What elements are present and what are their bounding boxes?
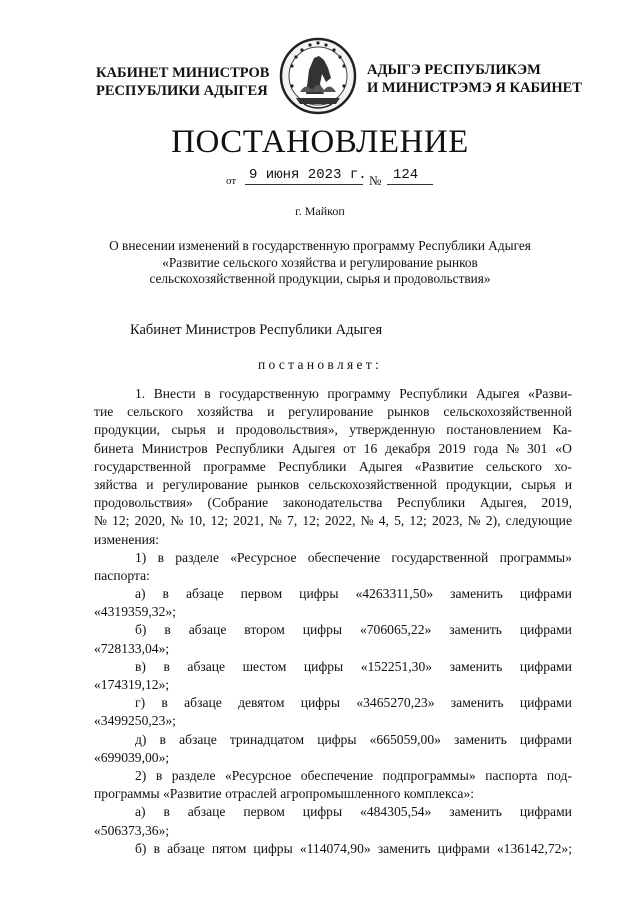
body-word: д): [135, 731, 147, 747]
header-left-line-2: РЕСПУБЛИКИ АДЫГЕЯ: [96, 83, 268, 99]
decree-word: постановляет:: [257, 357, 383, 372]
body-word: а): [135, 804, 146, 820]
document-subject: О внесении изменений в государственную программу Республики Адыгея «Развитие сельского хозяйства и регулирование рынков сельскохозяйственной продукции, сырья и продовольствия»: [109, 238, 531, 286]
body-word: регулирование: [288, 404, 374, 420]
body-word: в: [163, 804, 170, 820]
body-word: «706065,22»: [359, 622, 432, 638]
body-word: продовольствия»: [94, 495, 193, 511]
body-word: Республики: [399, 386, 468, 401]
body-word: паспорта: [485, 767, 538, 783]
body-word: Республики: [215, 440, 284, 456]
body-word: в): [135, 658, 146, 674]
body-word: цифры: [299, 586, 339, 602]
body-line: [94, 840, 572, 858]
body-word: в: [155, 767, 163, 783]
body-line: [94, 803, 572, 821]
body-word: 1.: [135, 386, 146, 401]
body-word: 1): [135, 549, 147, 565]
body-word: и: [146, 476, 154, 492]
body-word: следующие: [505, 513, 572, 529]
number-underline: [387, 184, 433, 185]
body-word: №: [268, 513, 282, 529]
body-word: 12;: [210, 513, 229, 529]
body-line: «4319359,32»;: [94, 604, 176, 620]
body-word: заменить: [377, 840, 431, 856]
body-word: государственную: [219, 386, 319, 401]
body-word: №: [94, 513, 107, 529]
body-word: в: [204, 386, 211, 401]
header-left: [96, 64, 269, 100]
body-word: рынков: [387, 404, 430, 420]
body-word: разделе: [175, 549, 219, 565]
body-word: 2020,: [134, 513, 166, 529]
body-word: регулирование: [162, 476, 248, 492]
body-word: 2022,: [324, 513, 356, 529]
body-word: продукции,: [446, 476, 513, 492]
body-word: Республики: [397, 495, 466, 511]
body-word: и: [564, 476, 572, 492]
body-word: программы»: [499, 549, 572, 565]
body-word: абзаце: [187, 658, 226, 674]
body-word: 2): [135, 767, 147, 783]
body-line: [94, 512, 572, 530]
body-word: Адыгея,: [479, 495, 527, 511]
body-word: «Ресурсное: [224, 767, 292, 783]
body-line: [94, 385, 572, 403]
body-word: цифры: [302, 804, 343, 820]
body-word: пятом: [211, 840, 247, 856]
body-word: 10,: [188, 513, 206, 529]
body-word: абзаце: [179, 731, 217, 747]
body-word: заменить: [449, 658, 503, 674]
body-word: «114074,90»: [299, 840, 371, 856]
body-word: 2019: [438, 440, 466, 456]
body-word: в: [157, 549, 164, 565]
body-word: б): [135, 840, 147, 856]
body-word: в: [159, 731, 166, 747]
body-word: утвержденную: [349, 422, 435, 438]
body-word: цифры: [253, 840, 293, 856]
body-word: законодательства: [282, 495, 383, 511]
body-line: [94, 458, 572, 476]
body-word: государственной: [94, 458, 191, 474]
body-line: [94, 585, 572, 603]
body-word: «4263311,50»: [355, 586, 434, 602]
body-word: сельского: [127, 404, 184, 420]
body-word: в: [153, 840, 160, 856]
body-word: цифрами: [437, 840, 490, 856]
body-line: изменения:: [94, 531, 159, 547]
body-word: и: [217, 422, 225, 438]
body-word: года: [473, 440, 499, 456]
body-word: Адыгея: [475, 386, 520, 401]
body-word: абзаце: [167, 840, 205, 856]
date-underline: [245, 184, 363, 185]
body-word: тринадцатом: [229, 731, 305, 747]
body-word: государственной: [391, 549, 489, 565]
body-word: продукции,: [94, 422, 161, 438]
body-line: «3499250,23»;: [94, 713, 176, 729]
body-word: в: [164, 622, 171, 638]
body-word: «Развитие: [414, 458, 474, 474]
body-word: «665059,00»: [369, 731, 441, 747]
body-word: Ка-: [552, 422, 572, 438]
body-word: и: [267, 404, 275, 420]
body-word: абзаце: [184, 695, 222, 711]
body-word: 12;: [302, 513, 320, 529]
body-word: 2023,: [431, 513, 463, 529]
body-word: 301: [526, 440, 548, 456]
body-word: цифры: [300, 695, 341, 711]
body-word: 16: [363, 440, 378, 456]
body-word: «О: [555, 440, 572, 456]
body-word: цифры: [317, 731, 357, 747]
body-word: девятом: [238, 695, 285, 711]
body-word: цифры: [302, 622, 343, 638]
city: г. Майкоп: [295, 204, 345, 218]
body-word: 12;: [112, 513, 130, 529]
body-word: обеспечение: [300, 767, 374, 783]
body-word: заменить: [449, 622, 502, 638]
body-word: в: [162, 586, 169, 602]
body-line: [94, 731, 572, 749]
header-left-line-1: КАБИНЕТ МИНИСТРОВ: [96, 65, 270, 81]
body-word: хо-: [554, 458, 572, 474]
body-word: от: [343, 440, 356, 456]
body-line: «506373,36»;: [94, 822, 170, 838]
body-word: 2021,: [233, 513, 264, 529]
body-word: №: [467, 513, 481, 529]
body-word: шестом: [242, 658, 287, 674]
body-line: «699039,00»;: [94, 749, 170, 765]
body-word: б): [135, 622, 147, 638]
body-line: программы «Развитие отраслей агропромышленного комплекса»:: [94, 786, 475, 802]
body-word: (Собрание: [207, 495, 269, 511]
body-word: цифрами: [519, 586, 572, 602]
body-word: хозяйства: [196, 404, 254, 420]
body-word: цифры: [303, 658, 344, 674]
body-word: «152251,30»: [360, 658, 433, 674]
body-word: абзаце: [187, 804, 226, 820]
body-word: сырья: [171, 422, 206, 438]
document-body: [94, 385, 572, 858]
body-line: [94, 549, 572, 567]
body-word: обеспечение: [307, 549, 381, 565]
document-date: 9 июня 2023 г.: [249, 167, 367, 183]
body-word: «3465270,23»: [356, 695, 435, 711]
body-word: сельскохозяйственной: [443, 404, 572, 420]
body-line: [94, 421, 572, 439]
body-word: 2019,: [541, 495, 572, 511]
body-word: сельского: [485, 458, 542, 474]
body-line: [94, 658, 572, 676]
body-word: абзаце: [188, 622, 227, 638]
body-word: под-: [546, 767, 572, 783]
coat-of-arms-emblem: [276, 34, 360, 118]
body-line: паспорта:: [94, 567, 150, 583]
body-word: постановлением: [446, 422, 542, 438]
body-line: [94, 476, 572, 494]
body-word: декабря: [385, 440, 431, 456]
body-line: «174319,12»;: [94, 677, 170, 692]
body-line: [94, 621, 572, 639]
header-right-line-2: И МИНИСТРЭМЭ Я КАБИНЕТ: [367, 80, 582, 96]
body-word: первом: [243, 804, 285, 820]
body-word: цифрами: [519, 695, 572, 711]
body-word: Внести: [153, 386, 196, 401]
body-word: бинета: [94, 440, 134, 456]
body-word: а): [135, 586, 146, 602]
body-word: 5,: [394, 513, 405, 529]
body-word: в: [161, 695, 168, 711]
body-word: программе: [203, 458, 266, 474]
body-word: Адыгея: [358, 458, 403, 474]
body-word: «136142,72»;: [496, 840, 572, 856]
body-word: заменить: [454, 731, 507, 747]
body-word: Министров: [141, 440, 208, 456]
body-word: «484305,54»: [359, 804, 432, 820]
body-word: цифрами: [519, 731, 572, 747]
body-word: тие: [94, 404, 114, 420]
body-word: заменить: [450, 586, 503, 602]
body-word: №: [360, 513, 374, 529]
body-word: 4,: [378, 513, 389, 529]
document-title: ПОСТАНОВЛЕНИЕ: [171, 124, 469, 160]
body-word: Адыгея: [291, 440, 336, 456]
body-word: программу: [327, 386, 391, 401]
document-number: 124: [393, 167, 419, 183]
body-word: «Разви-: [528, 386, 572, 401]
body-word: цифрами: [519, 804, 572, 820]
body-word: сельскохозяйственной: [308, 476, 437, 492]
body-line: [94, 694, 572, 712]
body-word: «Ресурсное: [230, 549, 297, 565]
body-word: г): [135, 695, 146, 711]
body-line: [94, 440, 572, 458]
body-word: зяйства: [94, 476, 138, 492]
body-word: №: [170, 513, 184, 529]
body-word: первом: [240, 586, 283, 602]
header-right-line-1: АДЫГЭ РЕСПУБЛИКЭМ: [367, 62, 541, 78]
issuer: Кабинет Министров Республики Адыгея: [130, 322, 383, 338]
body-word: сырья: [521, 476, 556, 492]
body-word: в: [163, 658, 170, 674]
body-word: 2),: [485, 513, 501, 529]
body-word: продовольствия»,: [235, 422, 338, 438]
body-line: «728133,04»;: [94, 640, 170, 656]
body-word: цифрами: [519, 622, 572, 638]
body-word: втором: [244, 622, 285, 638]
body-word: 7,: [287, 513, 298, 529]
body-word: заменить: [450, 695, 504, 711]
body-line: [94, 403, 572, 421]
body-word: рынков: [256, 476, 300, 492]
body-word: заменить: [449, 804, 502, 820]
body-word: подпрограммы»: [382, 767, 476, 783]
body-word: Республики: [278, 458, 347, 474]
body-word: цифрами: [519, 658, 572, 674]
body-word: абзаце: [185, 586, 224, 602]
body-line: [94, 494, 572, 512]
body-word: №: [506, 440, 520, 456]
header-right: [367, 61, 582, 97]
body-line: [94, 767, 572, 785]
date-prefix: от: [226, 175, 237, 187]
number-prefix: №: [369, 173, 382, 188]
body-word: разделе: [171, 767, 216, 783]
body-word: 12;: [409, 513, 427, 529]
